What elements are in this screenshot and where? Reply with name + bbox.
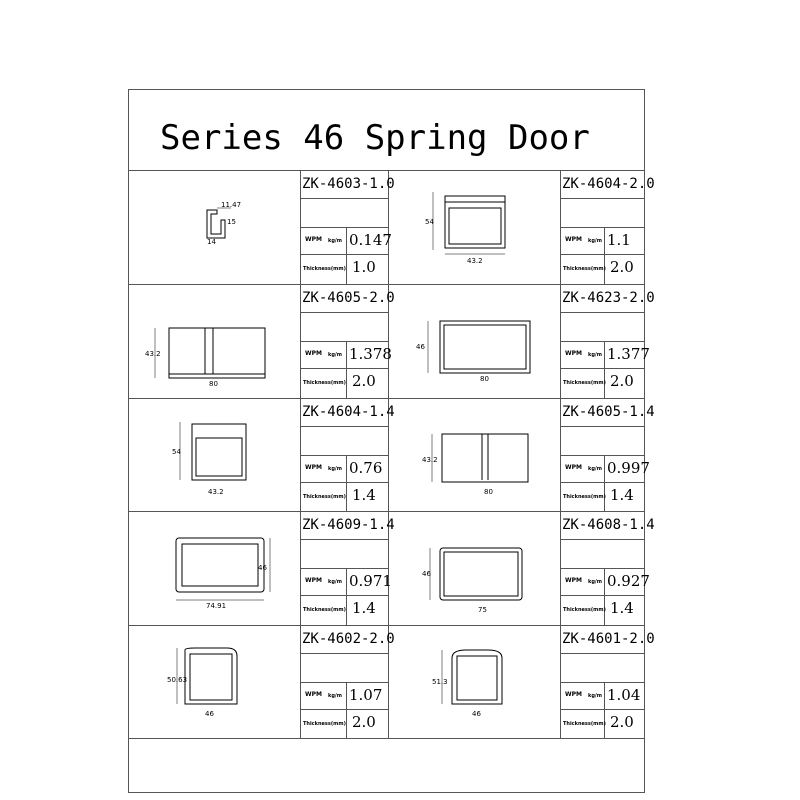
grid-line xyxy=(128,511,645,512)
grid-line xyxy=(300,368,388,369)
thickness-value: 1.4 xyxy=(352,599,376,617)
thickness-label: Thickness(mm) xyxy=(303,266,346,272)
grid-line xyxy=(300,227,388,228)
grid-line xyxy=(560,709,645,710)
grid-line xyxy=(560,341,645,342)
dim-label: 46 xyxy=(205,710,214,718)
thickness-value: 2.0 xyxy=(610,713,634,731)
grid-line xyxy=(560,254,645,255)
profile-drawing-zk-4603 xyxy=(195,200,245,245)
dim-label: 74.91 xyxy=(206,602,227,610)
profile-code: ZK-4601-2.0 xyxy=(562,631,655,647)
grid-line xyxy=(560,198,645,199)
wpm-value: 0.997 xyxy=(607,459,650,477)
thickness-value: 2.0 xyxy=(610,372,634,390)
grid-line xyxy=(300,482,388,483)
wpm-unit: kg/m xyxy=(328,579,342,585)
grid-line xyxy=(560,653,645,654)
grid-line xyxy=(560,368,645,369)
grid-line xyxy=(604,455,605,511)
wpm-unit: kg/m xyxy=(588,579,602,585)
wpm-label: WPM xyxy=(565,236,582,243)
grid-line xyxy=(346,455,347,511)
profile-drawing-zk-4623 xyxy=(410,315,540,385)
wpm-value: 0.147 xyxy=(349,231,392,249)
wpm-unit: kg/m xyxy=(588,352,602,358)
profile-code: ZK-4609-1.4 xyxy=(302,517,395,533)
thickness-label: Thickness(mm) xyxy=(303,721,346,727)
grid-line xyxy=(300,682,388,683)
thickness-value: 2.0 xyxy=(352,713,376,731)
profile-code: ZK-4623-2.0 xyxy=(562,290,655,306)
grid-line xyxy=(604,341,605,398)
grid-line xyxy=(560,426,645,427)
wpm-label: WPM xyxy=(305,236,322,243)
wpm-value: 1.07 xyxy=(349,686,383,704)
dim-label: 50.63 xyxy=(167,676,188,684)
dim-label: 43.2 xyxy=(208,488,224,496)
dim-label: 46 xyxy=(258,564,267,572)
grid-line xyxy=(128,170,645,171)
grid-line xyxy=(300,539,388,540)
wpm-label: WPM xyxy=(305,577,322,584)
profile-code: ZK-4603-1.0 xyxy=(302,176,395,192)
wpm-value: 0.927 xyxy=(607,572,650,590)
dim-label: 43.2 xyxy=(467,257,483,265)
grid-line xyxy=(300,709,388,710)
grid-line xyxy=(560,595,645,596)
grid-line xyxy=(346,227,347,284)
thickness-label: Thickness(mm) xyxy=(303,380,346,386)
wpm-value: 1.378 xyxy=(349,345,392,363)
thickness-label: Thickness(mm) xyxy=(563,721,606,727)
dim-label: 46 xyxy=(472,710,481,718)
grid-line xyxy=(560,312,645,313)
profile-code: ZK-4604-1.4 xyxy=(302,404,395,420)
grid-line xyxy=(128,398,645,399)
dim-label: 80 xyxy=(484,488,493,496)
dim-label: 75 xyxy=(478,606,487,614)
grid-line xyxy=(300,426,388,427)
grid-line xyxy=(560,482,645,483)
profile-drawing-zk-4605-1 xyxy=(420,428,540,498)
wpm-label: WPM xyxy=(565,577,582,584)
thickness-label: Thickness(mm) xyxy=(303,607,346,613)
grid-line xyxy=(128,625,645,626)
wpm-label: WPM xyxy=(565,350,582,357)
wpm-value: 1.04 xyxy=(607,686,641,704)
grid-line xyxy=(346,568,347,625)
dim-label: 46 xyxy=(416,343,425,351)
wpm-unit: kg/m xyxy=(328,693,342,699)
grid-line xyxy=(604,682,605,738)
grid-line xyxy=(388,170,389,738)
grid-line xyxy=(300,312,388,313)
dim-label: 15 xyxy=(227,218,236,226)
grid-line xyxy=(300,455,388,456)
profile-drawing-zk-4608 xyxy=(420,540,540,615)
grid-line xyxy=(346,341,347,398)
dim-label: 54 xyxy=(172,448,181,456)
profile-code: ZK-4608-1.4 xyxy=(562,517,655,533)
grid-line xyxy=(128,738,645,739)
wpm-value: 0.971 xyxy=(349,572,392,590)
thickness-label: Thickness(mm) xyxy=(563,380,606,386)
profile-code: ZK-4605-1.4 xyxy=(562,404,655,420)
profile-drawing-zk-4604-1 xyxy=(170,418,280,498)
dim-label: 51.3 xyxy=(432,678,448,686)
profile-drawing-zk-4605-2 xyxy=(145,318,285,388)
thickness-label: Thickness(mm) xyxy=(563,494,606,500)
grid-line xyxy=(300,341,388,342)
profile-drawing-zk-4604-2 xyxy=(425,188,535,268)
profile-drawing-zk-4602 xyxy=(165,642,255,722)
wpm-unit: kg/m xyxy=(588,466,602,472)
grid-line xyxy=(560,227,645,228)
thickness-value: 1.4 xyxy=(610,599,634,617)
profile-code: ZK-4605-2.0 xyxy=(302,290,395,306)
wpm-unit: kg/m xyxy=(328,466,342,472)
grid-line xyxy=(560,568,645,569)
wpm-unit: kg/m xyxy=(588,238,602,244)
grid-line xyxy=(300,595,388,596)
thickness-label: Thickness(mm) xyxy=(563,607,606,613)
profile-drawing-zk-4601 xyxy=(430,642,520,722)
dim-label: 80 xyxy=(480,375,489,383)
wpm-value: 1.1 xyxy=(607,231,631,249)
wpm-value: 1.377 xyxy=(607,345,650,363)
wpm-label: WPM xyxy=(305,691,322,698)
dim-label: 11.47 xyxy=(221,201,242,209)
thickness-value: 1.4 xyxy=(610,486,634,504)
wpm-label: WPM xyxy=(565,464,582,471)
grid-line xyxy=(300,198,388,199)
dim-label: 43.2 xyxy=(145,350,161,358)
thickness-value: 2.0 xyxy=(352,372,376,390)
thickness-value: 2.0 xyxy=(610,258,634,276)
wpm-label: WPM xyxy=(565,691,582,698)
profile-drawing-zk-4609 xyxy=(160,530,280,610)
thickness-value: 1.0 xyxy=(352,258,376,276)
grid-line xyxy=(560,455,645,456)
page-title: Series 46 Spring Door xyxy=(160,118,590,158)
grid-line xyxy=(300,568,388,569)
grid-line xyxy=(560,539,645,540)
dim-label: 54 xyxy=(425,218,434,226)
grid-line xyxy=(560,682,645,683)
wpm-label: WPM xyxy=(305,464,322,471)
wpm-value: 0.76 xyxy=(349,459,383,477)
profile-code: ZK-4602-2.0 xyxy=(302,631,395,647)
dim-label: 80 xyxy=(209,380,218,388)
dim-label: 43.2 xyxy=(422,456,438,464)
grid-line xyxy=(300,254,388,255)
wpm-unit: kg/m xyxy=(588,693,602,699)
grid-line xyxy=(128,284,645,285)
grid-line xyxy=(604,227,605,284)
thickness-value: 1.4 xyxy=(352,486,376,504)
profile-code: ZK-4604-2.0 xyxy=(562,176,655,192)
thickness-label: Thickness(mm) xyxy=(563,266,606,272)
wpm-label: WPM xyxy=(305,350,322,357)
grid-line xyxy=(300,653,388,654)
dim-label: 14 xyxy=(207,238,216,246)
thickness-label: Thickness(mm) xyxy=(303,494,346,500)
dim-label: 46 xyxy=(422,570,431,578)
wpm-unit: kg/m xyxy=(328,352,342,358)
grid-line xyxy=(604,568,605,625)
wpm-unit: kg/m xyxy=(328,238,342,244)
grid-line xyxy=(346,682,347,738)
